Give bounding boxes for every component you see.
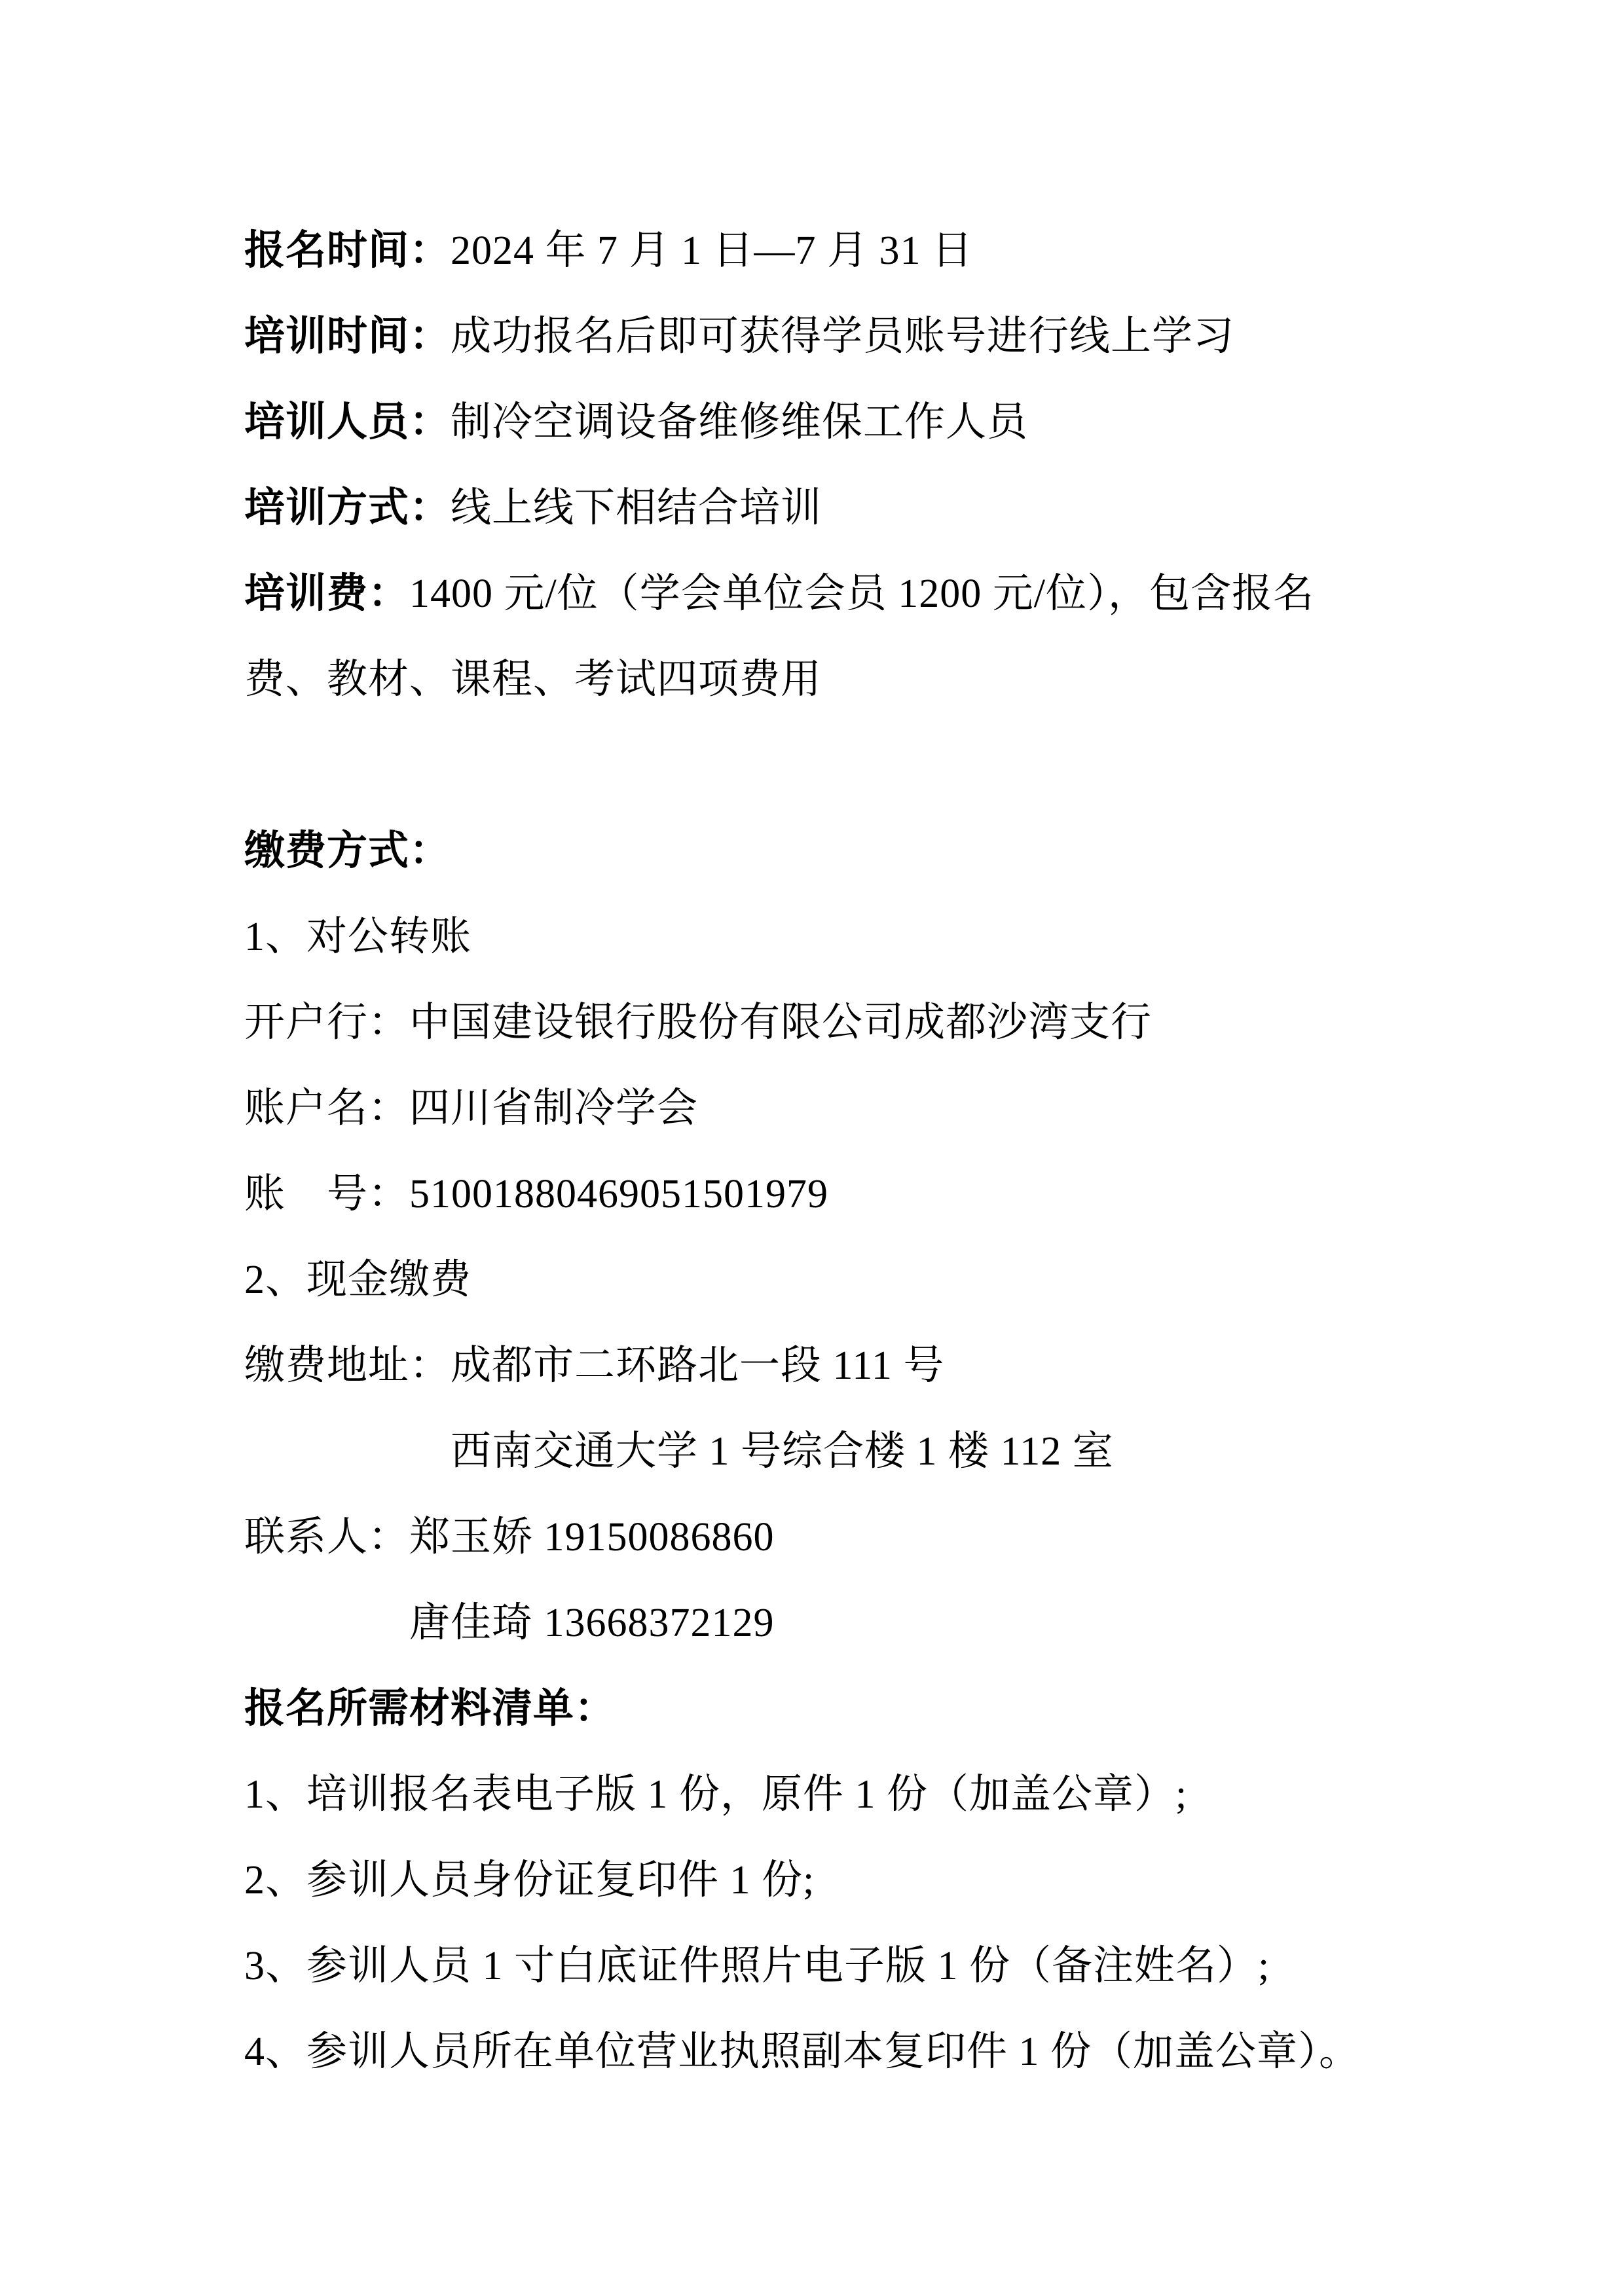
text-line [244, 1409, 1384, 1495]
document-body [244, 208, 1384, 2095]
field-label: 报名时间： [244, 228, 451, 273]
field-label: 报名所需材料清单： [244, 1686, 616, 1731]
text-segment: 2、现金缴费 [244, 1258, 472, 1302]
text-segment: 2、参训人员身份证复印件 1 份; [244, 1858, 815, 1903]
text-line [244, 1323, 1384, 1409]
text-line [244, 1066, 1384, 1152]
text-segment: 账 号：51001880469051501979 [244, 1172, 829, 1216]
text-line [244, 1237, 1384, 1323]
text-segment: 缴费地址：成都市二环路北一段 111 号 [244, 1343, 945, 1388]
text-line [244, 2009, 1384, 2095]
text-segment: 联系人：郑玉娇 19150086860 [244, 1515, 775, 1559]
text-segment: 1、对公转账 [244, 915, 472, 959]
text-line [244, 894, 1384, 980]
text-line [244, 380, 1384, 465]
text-segment: 1400 元/位（学会单位会员 1200 元/位），包含报名 [409, 572, 1314, 616]
text-line [244, 1838, 1384, 1923]
text-segment: 4、参训人员所在单位营业执照副本复印件 1 份（加盖公章）。 [244, 2030, 1361, 2074]
field-label: 培训方式： [244, 486, 451, 530]
text-segment: 线上线下相结合培训 [451, 486, 822, 530]
text-line [244, 465, 1384, 551]
text-segment: 3、参训人员 1 寸白底证件照片电子版 1 份（备注姓名）; [244, 1944, 1270, 1988]
text-segment: 制冷空调设备维修维保工作人员 [451, 400, 1029, 445]
text-segment: 唐佳琦 13668372129 [244, 1601, 775, 1645]
text-line [244, 1666, 1384, 1752]
text-line [244, 208, 1384, 294]
field-label: 培训费： [244, 572, 410, 616]
field-label: 缴费方式： [244, 829, 451, 873]
text-line [244, 1152, 1384, 1237]
text-line [244, 1752, 1384, 1838]
text-line [244, 1495, 1384, 1580]
text-line [244, 980, 1384, 1066]
text-line [244, 723, 1384, 809]
text-line [244, 551, 1384, 637]
text-line [244, 809, 1384, 894]
text-line [244, 294, 1384, 380]
text-segment: 1、培训报名表电子版 1 份，原件 1 份（加盖公章）; [244, 1772, 1188, 1817]
field-label: 培训人员： [244, 400, 451, 445]
text-line [244, 637, 1384, 723]
text-segment: 账户名：四川省制冷学会 [244, 1086, 699, 1131]
text-segment: 西南交通大学 1 号综合楼 1 楼 112 室 [244, 1429, 1114, 1474]
text-segment: 2024 年 7 月 1 日—7 月 31 日 [451, 228, 974, 273]
text-segment: 开户行：中国建设银行股份有限公司成都沙湾支行 [244, 1000, 1153, 1045]
text-line [244, 1580, 1384, 1666]
field-label: 培训时间： [244, 314, 451, 359]
text-segment: 成功报名后即可获得学员账号进行线上学习 [451, 314, 1235, 359]
text-line [244, 1923, 1384, 2009]
text-segment: 费、教材、课程、考试四项费用 [244, 657, 822, 702]
